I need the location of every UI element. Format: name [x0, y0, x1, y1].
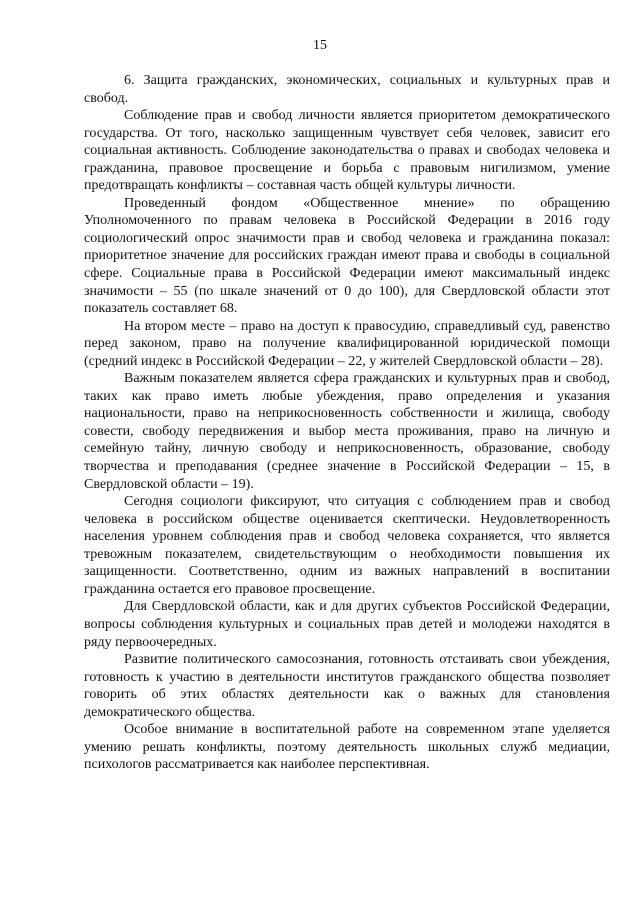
page-number: 15: [313, 38, 327, 53]
paragraph: Для Свердловской области, как и для других субъектов Российской Федерации, вопросы соблюдения культурных и социальных прав детей и молодежи находятся в ряду первоочередных.: [84, 599, 610, 650]
document-body: [84, 72, 610, 774]
paragraph: Важным показателем является сфера гражданских и культурных прав и свобод, таких как право иметь любые убеждения, право определения и указания национальности, право на неприкосновенность собственности и жилища, свободу совести, свободу передвижения и выбор места проживания, право на личную и семейную тайну, личную свободу и неприкосновенность, образование, свободу творчества и преподавания (среднее значение в Российской Федерации – 15, в Свердловской области – 19).: [84, 371, 610, 492]
section-heading: 6. Защита гражданских, экономических, социальных и культурных прав и свобод.: [84, 73, 610, 106]
paragraph: Сегодня социологи фиксируют, что ситуация с соблюдением прав и свобод человека в российском обществе оценивается скептически. Неудовлетворенность населения уровнем соблюдения прав и свобод человека сохраняется, что является тревожным показателем, свидетельствующим о необходимости повышения их защищенности. Соответственно, одним из важных направлений в воспитании гражданина остается его правовое просвещение.: [84, 494, 610, 597]
paragraph: Развитие политического самосознания, готовность отстаивать свои убеждения, готовность к участию в деятельности институтов гражданского общества позволяет говорить об этих областях деятельности как о важных для становления демократического общества.: [84, 652, 610, 720]
paragraph: На втором месте – право на доступ к правосудию, справедливый суд, равенство перед законом, право на получение квалифицированной юридической помощи (средний индекс в Российской Федерации – 22, у жителей Свердловской области – 28).: [84, 318, 610, 369]
paragraph: Проведенный фондом «Общественное мнение» по обращению Уполномоченного по правам человека в Российской Федерации в 2016 году социологический опрос значимости прав и свобод человека и гражданина показал: приоритетное значение для российских граждан имеют права и свободы в социальной сфере. Социальные права в Российской Федерации имеют максимальный индекс значимости – 55 (по шкале значений от 0 до 100), для Свердловской области этот показатель составляет 68.: [84, 195, 610, 317]
paragraph: Особое внимание в воспитательной работе на современном этапе уделяется умению решать конфликты, поэтому деятельность школьных служб медиации, психологов рассматривается как наиболее перспективная.: [84, 722, 610, 773]
paragraph: Соблюдение прав и свобод личности является приоритетом демократического государства. От того, насколько защищенным чувствует себя человек, зависит его социальная активность. Соблюдение законодательства о правах и свободах человека и гражданина, правовое просвещение и борьба с правовым нигилизмом, умение предотвращать конфликты – составная часть общей культуры личности.: [84, 108, 610, 194]
